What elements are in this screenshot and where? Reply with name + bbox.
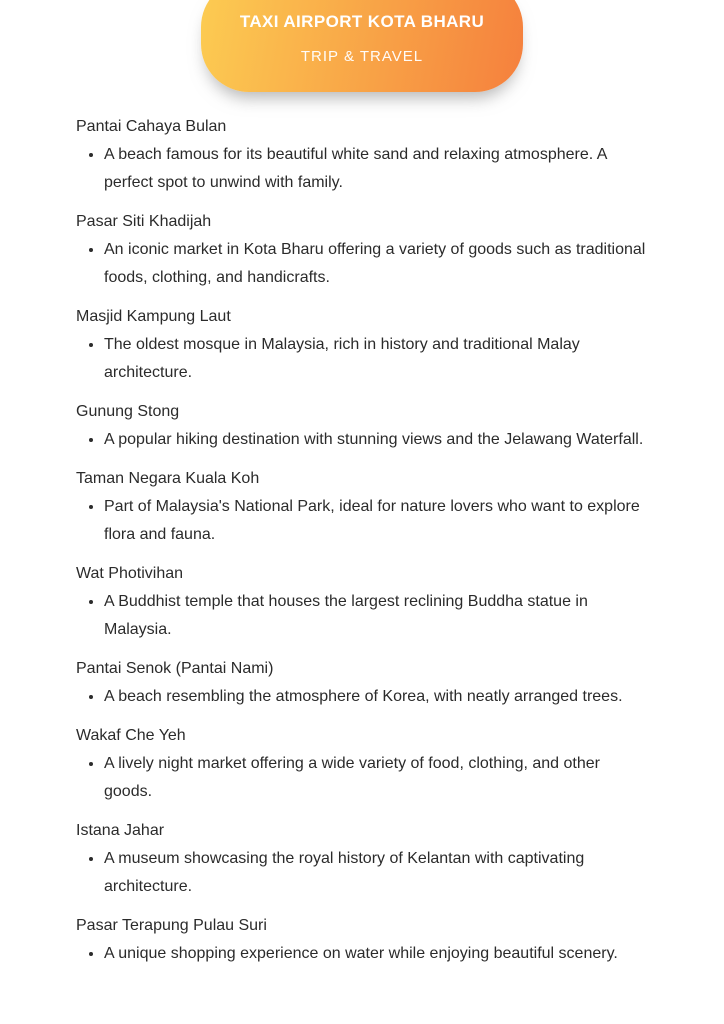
place-description-list <box>76 493 648 549</box>
header-badge <box>201 0 523 92</box>
place-name: Istana Jahar <box>76 822 165 839</box>
place-name: Pantai Cahaya Bulan <box>76 118 227 135</box>
place-section <box>76 912 674 968</box>
place-description: • A beach resembling the atmosphere of Korea, with neatly arranged trees. <box>104 683 648 711</box>
place-section <box>76 113 674 197</box>
place-name: Wat Photivihan <box>76 565 184 582</box>
place-name: Wakaf Che Yeh <box>76 727 186 744</box>
place-description-list <box>76 236 648 292</box>
place-section <box>76 303 674 387</box>
place-description-list <box>76 331 648 387</box>
place-section <box>76 722 674 806</box>
place-description: • A unique shopping experience on water while enjoying beautiful scenery. <box>104 940 648 968</box>
place-description: • A beach famous for its beautiful white sand and relaxing atmosphere. A perfect spot to unwind with family. <box>104 141 648 197</box>
place-description: • A museum showcasing the royal history of Kelantan with captivating architecture. <box>104 845 648 901</box>
place-description-list <box>76 750 648 806</box>
place-section <box>76 208 674 292</box>
places-list <box>0 113 724 968</box>
place-section <box>76 465 674 549</box>
place-section <box>76 560 674 644</box>
place-description: • A lively night market offering a wide variety of food, clothing, and other goods. <box>104 750 648 806</box>
place-description: • Part of Malaysia's National Park, ideal for nature lovers who want to explore flora and fauna. <box>104 493 648 549</box>
place-name: Masjid Kampung Laut <box>76 308 231 325</box>
place-section <box>76 398 674 454</box>
header-title: TAXI AIRPORT KOTA BHARU <box>239 12 485 31</box>
place-description: • The oldest mosque in Malaysia, rich in history and traditional Malay architecture. <box>104 331 648 387</box>
place-name: Gunung Stong <box>76 403 180 420</box>
place-description-list <box>76 940 648 968</box>
place-section <box>76 655 674 711</box>
place-description-list <box>76 141 648 197</box>
place-description-list <box>76 683 648 711</box>
place-description: • A popular hiking destination with stunning views and the Jelawang Waterfall. <box>104 426 648 454</box>
place-name: Taman Negara Kuala Koh <box>76 470 260 487</box>
place-description-list <box>76 588 648 644</box>
place-description: • A Buddhist temple that houses the largest reclining Buddha statue in Malaysia. <box>104 588 648 644</box>
place-name: Pasar Terapung Pulau Suri <box>76 917 267 934</box>
place-description-list <box>76 845 648 901</box>
header-subtitle: TRIP & TRAVEL <box>300 48 424 65</box>
place-name: Pantai Senok (Pantai Nami) <box>76 660 274 677</box>
place-name: Pasar Siti Khadijah <box>76 213 212 230</box>
place-description: • An iconic market in Kota Bharu offering a variety of goods such as traditional foods, clothing, and handicrafts. <box>104 236 648 292</box>
place-description-list <box>76 426 648 454</box>
place-section <box>76 817 674 901</box>
